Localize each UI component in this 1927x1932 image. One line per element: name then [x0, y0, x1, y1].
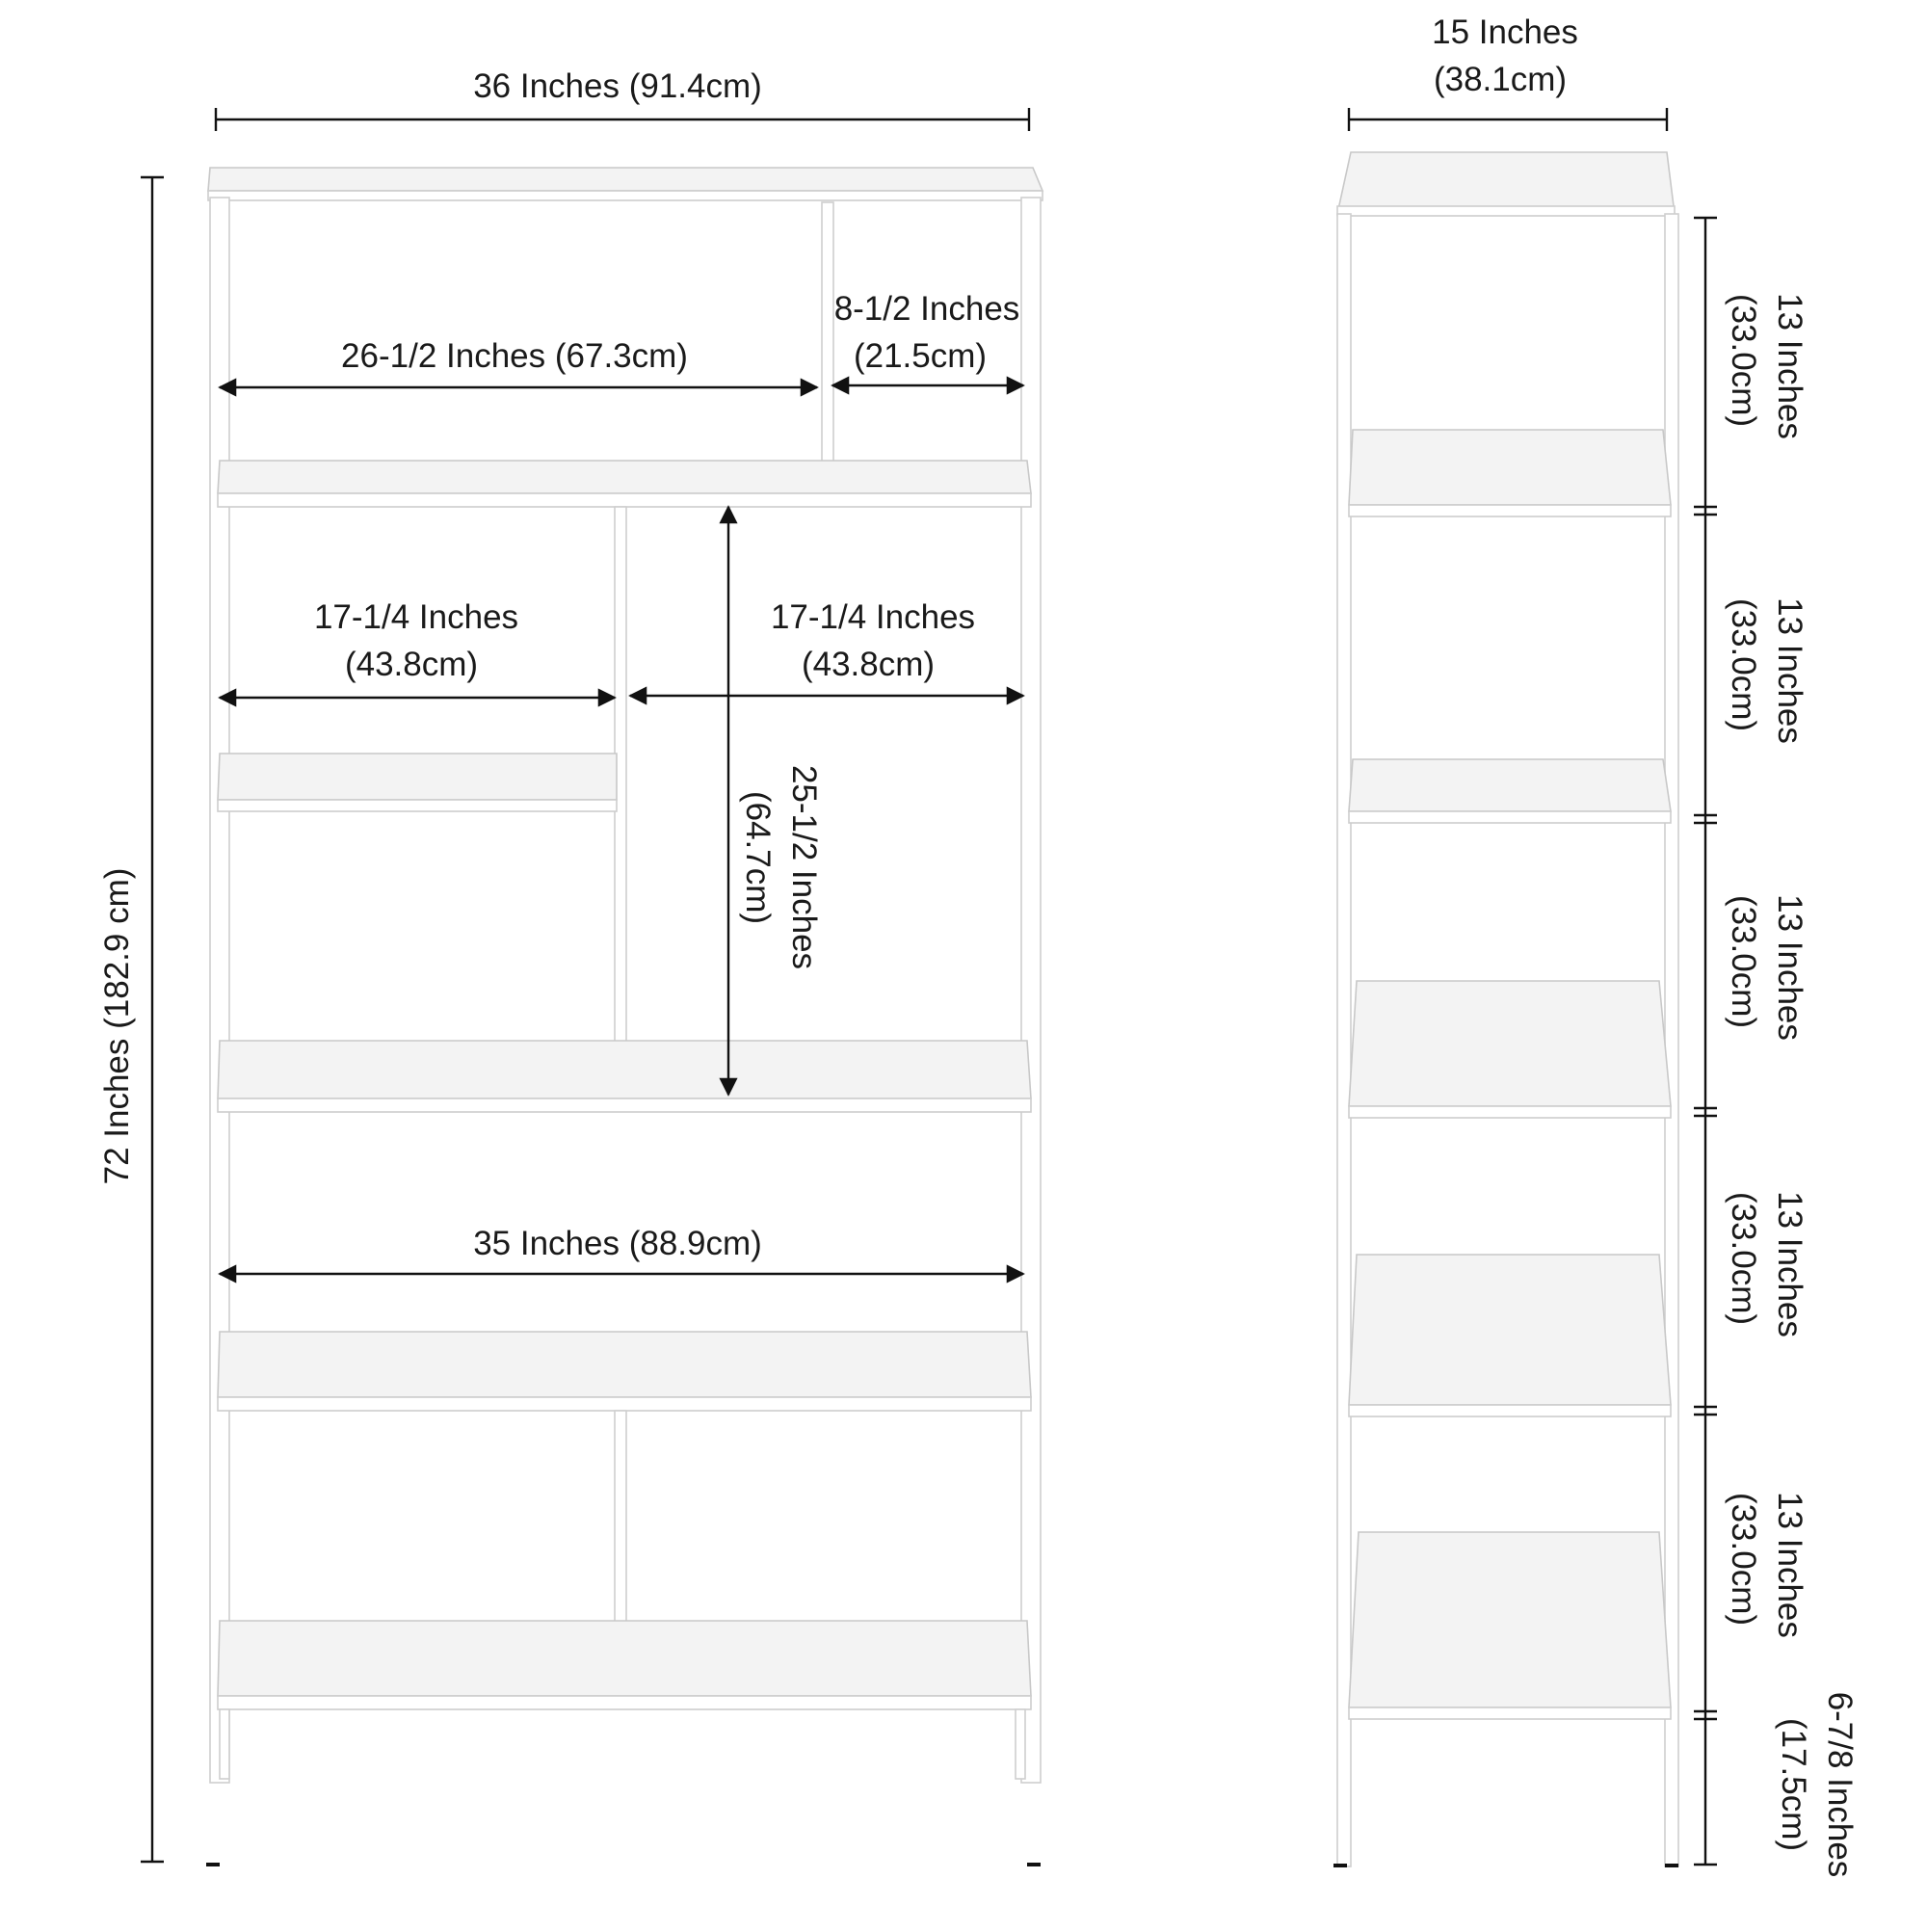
- side-shelf-3: [1349, 981, 1671, 1106]
- front-shelf-3: [218, 1332, 1031, 1397]
- dim-top-left-width: [220, 337, 817, 387]
- spacing-3-line2: (33.0cm): [1725, 894, 1762, 1029]
- spacing-4-line2: (33.0cm): [1725, 1191, 1762, 1326]
- spacing-2-line1: 13 Inches: [1771, 597, 1808, 744]
- front-small-shelf: [218, 754, 617, 800]
- side-shelf-2: [1349, 759, 1671, 811]
- side-spacing-2: [1725, 597, 1808, 744]
- top-right-width-line1: 8-1/2 Inches: [833, 290, 1020, 328]
- side-depth-line1: 15 Inches: [1432, 13, 1578, 51]
- front-shelf-4-edge: [218, 1696, 1031, 1709]
- front-top-panel: [208, 168, 1043, 191]
- front-small-shelf-edge: [218, 800, 617, 811]
- spacing-5-line2: (33.0cm): [1725, 1492, 1762, 1627]
- front-back-left-leg: [220, 1709, 229, 1779]
- side-spacing-3: [1725, 894, 1808, 1041]
- front-shelf-2-edge: [218, 1098, 1031, 1112]
- front-shelf-2: [218, 1041, 1031, 1098]
- mid-right-width-line2: (43.8cm): [801, 646, 936, 683]
- base-clearance-line1: 6-7/8 Inches: [1821, 1691, 1859, 1878]
- front-back-right-leg: [1016, 1709, 1025, 1779]
- side-shelf-3-edge: [1349, 1106, 1671, 1118]
- side-shelf-4: [1349, 1255, 1671, 1405]
- front-shelf-3-edge: [218, 1397, 1031, 1411]
- side-top-edge: [1337, 206, 1675, 216]
- front-right-post: [1021, 198, 1041, 1783]
- front-shelf-4: [218, 1621, 1031, 1696]
- side-spacing-4: [1725, 1191, 1808, 1337]
- top-right-width-line2: (21.5cm): [853, 337, 988, 375]
- bottom-width-label: 35 Inches (88.9cm): [473, 1225, 762, 1262]
- spacing-2-line2: (33.0cm): [1725, 597, 1762, 732]
- spacing-1-line2: (33.0cm): [1725, 293, 1762, 428]
- front-left-post: [210, 198, 229, 1783]
- side-shelf-4-edge: [1349, 1405, 1671, 1416]
- spacing-1-line1: 13 Inches: [1771, 293, 1808, 439]
- total-width-label: 36 Inches (91.4cm): [473, 67, 762, 105]
- mid-height-line1: 25-1/2 Inches: [785, 764, 823, 970]
- dim-side-depth: [1349, 13, 1667, 131]
- front-top-divider: [822, 202, 833, 496]
- side-front-post: [1337, 214, 1351, 1866]
- dim-bottom-width: [220, 1225, 1023, 1274]
- dim-total-width: [216, 67, 1029, 131]
- side-spacing-1: [1725, 293, 1808, 439]
- side-shelf-1: [1349, 430, 1671, 505]
- dim-mid-left-width: [220, 598, 615, 698]
- base-clearance-line2: (17.5cm): [1775, 1717, 1812, 1852]
- mid-left-width-line2: (43.8cm): [344, 646, 479, 683]
- side-spacing-5: [1725, 1492, 1808, 1638]
- side-bookshelf: [1333, 152, 1678, 1866]
- dim-top-right-width: [832, 290, 1023, 385]
- side-shelf-5: [1349, 1532, 1671, 1707]
- front-bookshelf: [206, 168, 1043, 1865]
- side-shelf-2-edge: [1349, 811, 1671, 823]
- spacing-5-line1: 13 Inches: [1771, 1492, 1808, 1638]
- spacing-4-line1: 13 Inches: [1771, 1191, 1808, 1337]
- dim-total-height: [98, 177, 164, 1862]
- front-shelf-1: [218, 461, 1031, 493]
- mid-left-width-line1: 17-1/4 Inches: [313, 598, 519, 636]
- side-base-clearance: [1775, 1692, 1859, 1878]
- side-shelf-1-edge: [1349, 505, 1671, 516]
- front-top-edge: [208, 191, 1043, 200]
- mid-height-line2: (64.7cm): [739, 790, 777, 925]
- side-top-panel: [1337, 152, 1675, 214]
- dim-side-vertical-line: [1694, 218, 1717, 1865]
- total-height-label: 72 Inches (182.9 cm): [98, 867, 136, 1185]
- top-left-width-label: 26-1/2 Inches (67.3cm): [341, 337, 688, 375]
- mid-right-width-line1: 17-1/4 Inches: [770, 598, 976, 636]
- side-depth-line2: (38.1cm): [1433, 61, 1568, 98]
- dim-mid-right-width: [630, 598, 1023, 696]
- front-shelf-1-edge: [218, 493, 1031, 507]
- dim-mid-height: [728, 507, 823, 1095]
- spacing-3-line1: 13 Inches: [1771, 894, 1808, 1041]
- side-shelf-5-edge: [1349, 1707, 1671, 1719]
